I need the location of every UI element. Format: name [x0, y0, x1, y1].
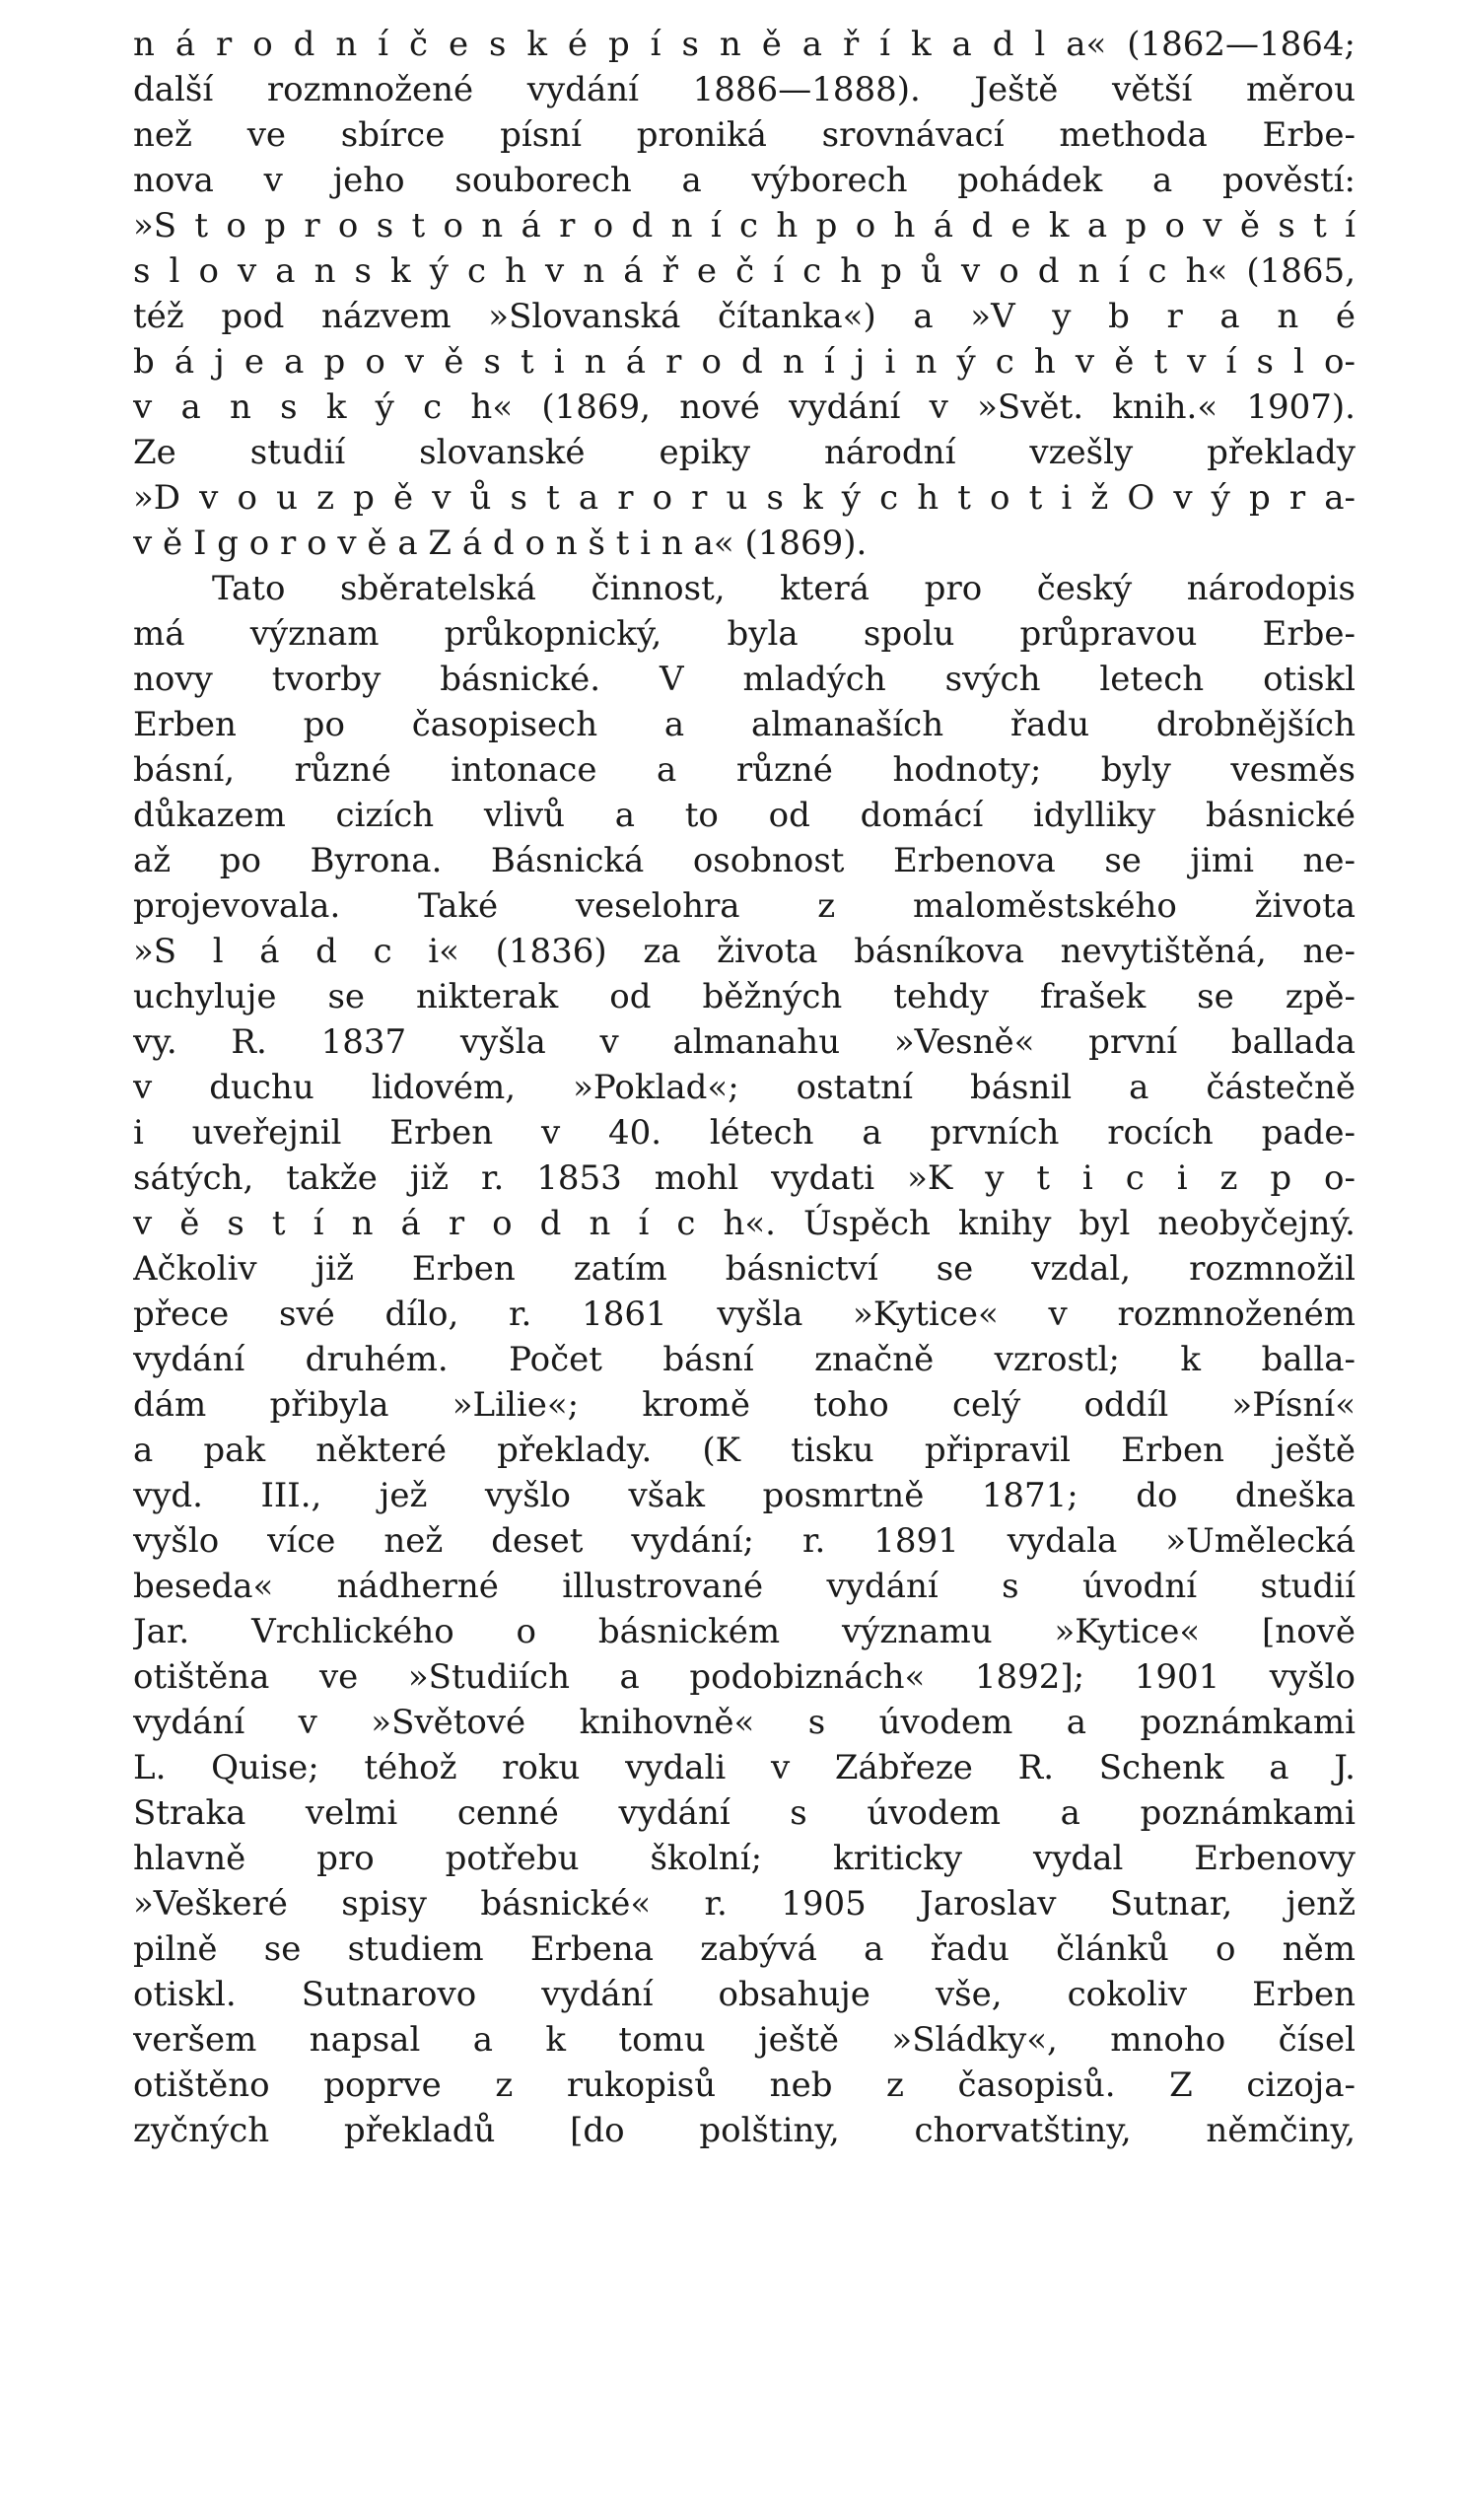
text-line: »D v o u z p ě v ů s t a r o r u s k ý c h t o t i ž O v ý p r a- [133, 478, 1356, 518]
text-line: sátých, takže již r. 1853 mohl vydati »K y t i c i z p o- [133, 1158, 1356, 1198]
text-line: vyšlo více než deset vydání; r. 1891 vydala »Umělecká [133, 1521, 1356, 1561]
text-line: pilně se studiem Erbena zabývá a řadu článků o něm [133, 1929, 1356, 1969]
text-line: přece své dílo, r. 1861 vyšla »Kytice« v rozmnoženém [133, 1295, 1356, 1334]
text-line: novy tvorby básnické. V mladých svých letech otiskl [133, 660, 1356, 699]
text-line: otištěna ve »Studiích a podobiznách« 1892]; 1901 vyšlo [133, 1657, 1356, 1697]
text-line: další rozmnožené vydání 1886—1888). Ještě větší měrou [133, 70, 1356, 109]
text-line: hlavně pro potřebu školní; kriticky vydal Erbenovy [133, 1839, 1356, 1878]
text-line: Erben po časopisech a almanaších řadu drobnějších [133, 705, 1356, 744]
text-line: »S t o p r o s t o n á r o d n í c h p o h á d e k a p o v ě s t í [133, 206, 1356, 245]
text-line: vy. R. 1837 vyšla v almanahu »Vesně« první ballada [133, 1022, 1356, 1062]
document-page [133, 22, 1356, 2153]
text-line: L. Quise; téhož roku vydali v Zábřeze R. Schenk a J. [133, 1748, 1356, 1787]
text-line: Tato sběratelská činnost, která pro český národopis [212, 569, 1356, 608]
text-line: »Veškeré spisy básnické« r. 1905 Jaroslav Sutnar, jenž [133, 1884, 1356, 1924]
text-line: nova v jeho souborech a výborech pohádek a pověstí: [133, 161, 1356, 200]
text-line: má význam průkopnický, byla spolu průpravou Erbe- [133, 614, 1356, 654]
text-line: v ě s t í n á r o d n í c h«. Úspěch knihy byl neobyčejný. [133, 1204, 1356, 1243]
text-line: »S l á d c i« (1836) za života básníkova nevytištěná, ne- [133, 932, 1356, 971]
text-line: básní, různé intonace a různé hodnoty; byly vesměs [133, 750, 1356, 790]
text-line: veršem napsal a k tomu ještě »Sládky«, mnoho čísel [133, 2020, 1356, 2060]
text-line: zyčných překladů [do polštiny, chorvatštiny, němčiny, [133, 2111, 1356, 2150]
text-line: uchyluje se nikterak od běžných tehdy frašek se zpě- [133, 977, 1356, 1016]
text-line: dám přibyla »Lilie«; kromě toho celý oddíl »Písní« [133, 1385, 1356, 1425]
text-line: projevovala. Také veselohra z maloměstského života [133, 886, 1356, 926]
text-line: důkazem cizích vlivů a to od domácí idylliky básnické [133, 796, 1356, 835]
text-line: beseda« nádherné illustrované vydání s úvodní studií [133, 1567, 1356, 1606]
text-line: Ačkoliv již Erben zatím básnictví se vzdal, rozmnožil [133, 1249, 1356, 1289]
text-line: vydání druhém. Počet básní značně vzrostl; k balla- [133, 1340, 1356, 1379]
text-line: b á j e a p o v ě s t i n á r o d n í j i n ý c h v ě t v í s l o- [133, 342, 1356, 382]
text-line: otištěno poprve z rukopisů neb z časopisů. Z cizoja- [133, 2065, 1356, 2105]
text-line: v duchu lidovém, »Poklad«; ostatní básnil a částečně [133, 1068, 1356, 1107]
text-line: Ze studií slovanské epiky národní vzešly překlady [133, 433, 1356, 472]
text-line: Jar. Vrchlického o básnickém významu »Kytice« [nově [133, 1612, 1356, 1651]
text-line: Straka velmi cenné vydání s úvodem a poznámkami [133, 1793, 1356, 1833]
text-line: až po Byrona. Básnická osobnost Erbenova se jimi ne- [133, 841, 1356, 880]
text-line: vydání v »Světové knihovně« s úvodem a poznámkami [133, 1703, 1356, 1742]
text-line: otiskl. Sutnarovo vydání obsahuje vše, cokoliv Erben [133, 1975, 1356, 2014]
text-line: než ve sbírce písní proniká srovnávací methoda Erbe- [133, 115, 1356, 155]
text-line: v ě I g o r o v ě a Z á d o n š t i n a« (1869). [133, 524, 868, 563]
text-line: s l o v a n s k ý c h v n á ř e č í c h p ů v o d n í c h« (1865, [133, 251, 1356, 291]
body-text [133, 22, 1356, 2153]
text-line: vyd. III., jež vyšlo však posmrtně 1871; do dneška [133, 1476, 1356, 1515]
text-line: a pak některé překlady. (K tisku připravil Erben ještě [133, 1431, 1356, 1470]
text-line: i uveřejnil Erben v 40. létech a prvních rocích pade- [133, 1113, 1356, 1153]
text-line: též pod názvem »Slovanská čítanka«) a »V y b r a n é [133, 297, 1356, 336]
text-line: n á r o d n í č e s k é p í s n ě a ř í k a d l a« (1862—1864; [133, 25, 1356, 64]
text-line: v a n s k ý c h« (1869, nové vydání v »Svět. knih.« 1907). [133, 387, 1356, 427]
